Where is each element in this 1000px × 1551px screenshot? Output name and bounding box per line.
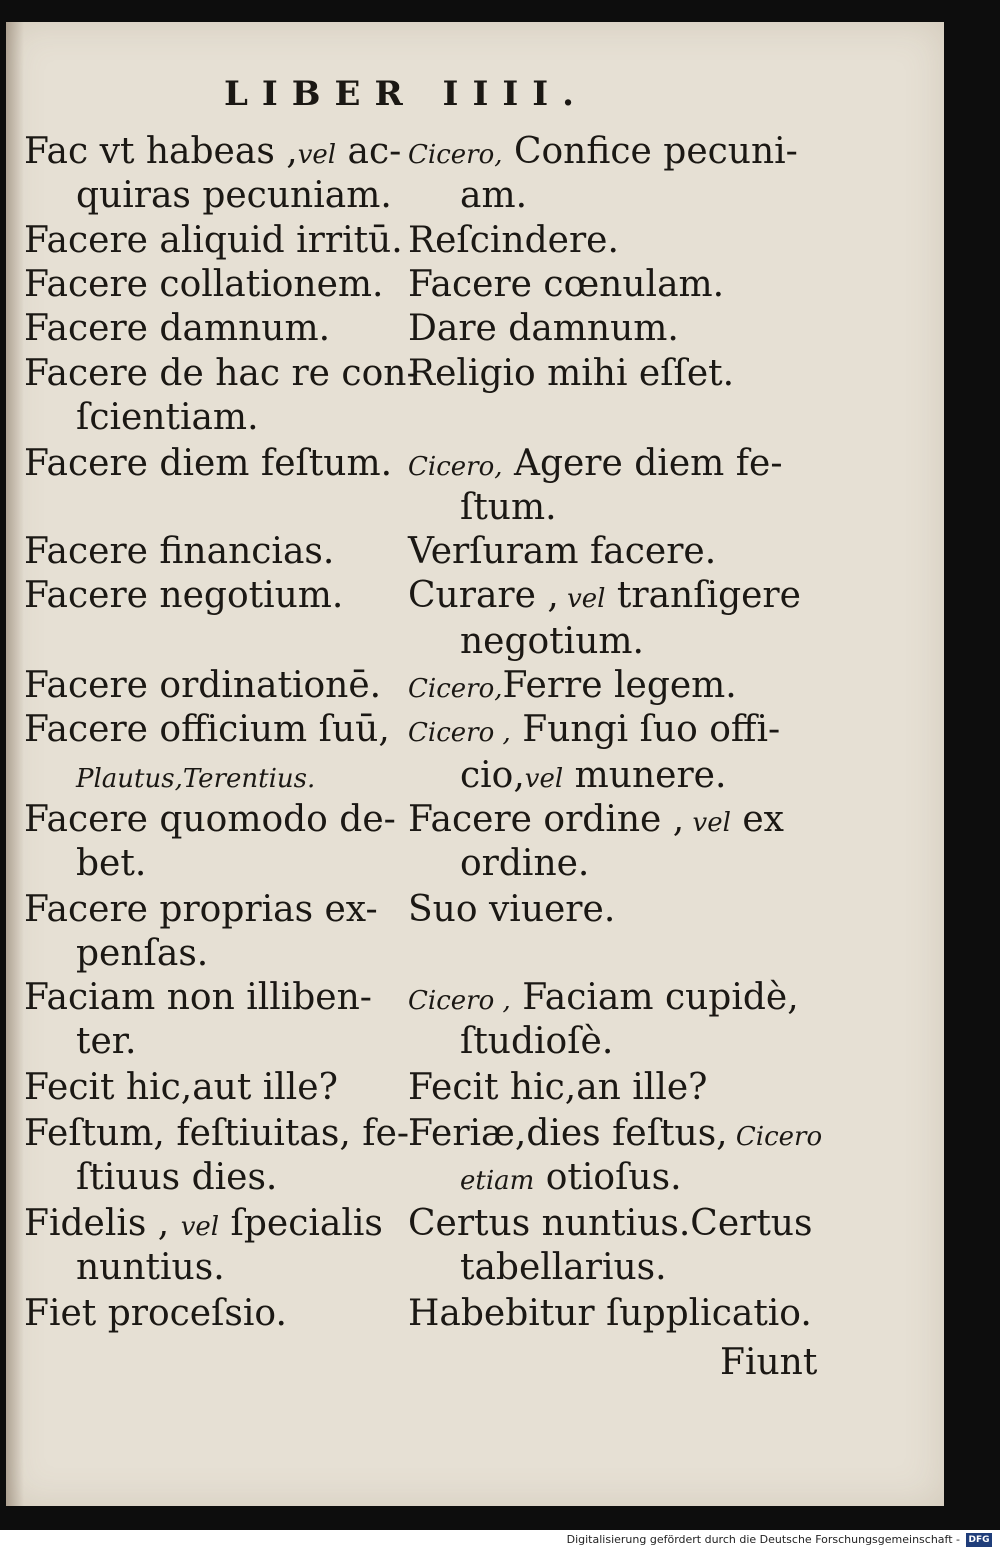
entry-right-6-cont: ſtum. xyxy=(460,487,557,528)
entry-left-13-cont: ter. xyxy=(76,1021,137,1062)
entry-left-1: Fac vt habeas ,vel ac- xyxy=(24,131,402,172)
entry-right-12: Suo viuere. xyxy=(408,889,616,930)
entry-left-14: Fecit hic,aut ille? xyxy=(24,1067,338,1108)
entry-right-2: Reſcindere. xyxy=(408,220,619,261)
entry-right-8-cont: negotium. xyxy=(460,621,644,662)
entry-right-14: Fecit hic,an ille? xyxy=(408,1067,708,1108)
entry-right-13-cont: ſtudioſè. xyxy=(460,1021,614,1062)
book-page xyxy=(6,22,944,1506)
entry-right-15-cont: etiam otioſus. xyxy=(460,1157,682,1198)
entry-left-11-cont: bet. xyxy=(76,843,147,884)
entry-right-6: Cicero, Agere diem fe- xyxy=(408,443,783,484)
entry-left-9: Facere ordinationē. xyxy=(24,665,382,706)
entry-right-8: Curare , vel tranſigere xyxy=(408,575,801,616)
entry-left-12-cont: penſas. xyxy=(76,933,209,974)
footer-bar xyxy=(0,1530,1000,1551)
entry-right-1: Cicero, Confice pecuni- xyxy=(408,131,798,172)
entry-right-17: Habebitur ſupplicatio. xyxy=(408,1293,812,1334)
entry-left-17: Fiet proceſsio. xyxy=(24,1293,287,1334)
entry-left-8: Facere negotium. xyxy=(24,575,344,616)
entry-left-16: Fidelis , vel ſpecialis xyxy=(24,1203,383,1244)
entry-right-3: Facere cœnulam. xyxy=(408,264,725,305)
entry-right-16-cont: tabellarius. xyxy=(460,1247,667,1288)
entry-left-1-cont: quiras pecuniam. xyxy=(76,175,392,216)
entry-left-12: Facere proprias ex- xyxy=(24,889,378,930)
entry-left-15-cont: ſtiuus dies. xyxy=(76,1157,278,1198)
entry-left-11: Facere quomodo de- xyxy=(24,799,396,840)
entry-left-13: Faciam non illiben- xyxy=(24,977,372,1018)
entry-left-16-cont: nuntius. xyxy=(76,1247,225,1288)
entry-left-5-cont: ſcientiam. xyxy=(76,397,259,438)
running-header: LIBER IIII. xyxy=(223,74,588,114)
entry-left-6: Facere diem feſtum. xyxy=(24,443,393,484)
entry-right-4: Dare damnum. xyxy=(408,308,679,349)
catchword: Fiunt xyxy=(720,1342,818,1383)
entry-right-16: Certus nuntius.Certus xyxy=(408,1203,813,1244)
entry-left-3: Facere collationem. xyxy=(24,264,384,305)
entry-right-1-cont: am. xyxy=(460,175,528,216)
footer-credit: Digitalisierung gefördert durch die Deutsche Forschungsgemeinschaft - xyxy=(566,1533,960,1546)
entry-right-11: Facere ordine , vel ex xyxy=(408,799,784,840)
entry-right-13: Cicero , Faciam cupidè, xyxy=(408,977,799,1018)
entry-left-15: Feſtum, feſtiuitas, fe- xyxy=(24,1113,410,1154)
entry-right-15: Feriæ,dies feſtus, Cicero xyxy=(408,1113,823,1154)
entry-right-9: Cicero,Ferre legem. xyxy=(408,665,737,706)
entry-right-10: Cicero , Fungi ſuo offi- xyxy=(408,709,781,750)
dfg-logo-icon: DFG xyxy=(966,1533,992,1547)
entry-left-5: Facere de hac re con- xyxy=(24,353,419,394)
entry-right-7: Verſuram facere. xyxy=(408,531,717,572)
entry-right-10-cont: cio,vel munere. xyxy=(460,755,727,796)
entry-left-10: Facere officium ſuū, xyxy=(24,709,390,750)
entry-right-11-cont: ordine. xyxy=(460,843,590,884)
entry-left-10-cont: Plautus,Terentius. xyxy=(76,764,316,794)
page-gutter-shadow xyxy=(6,22,24,1506)
entry-left-4: Facere damnum. xyxy=(24,308,331,349)
entry-right-5: Religio mihi eſſet. xyxy=(408,353,735,394)
entry-left-7: Facere financias. xyxy=(24,531,335,572)
entry-left-2: Facere aliquid irritū. xyxy=(24,220,403,261)
